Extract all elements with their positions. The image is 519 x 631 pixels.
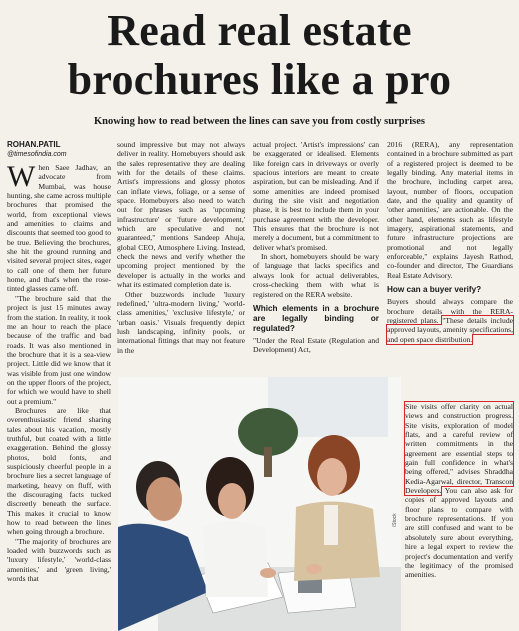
highlighted-quote: "These details include approved layouts, amenity specifications, and open space distribution.: [387, 315, 513, 344]
column-1: [7, 140, 111, 583]
people-reviewing-brochures-illustration: [118, 377, 401, 631]
paragraph: 2016 (RERA), any representation contained in a brochure submitted as part of a registered project is deemed to be legally binding. Any material items in the brochure, including carpet area, layout, number of floors, occupation date, and the quality and quantity of 'other amenities,' are actionable. On the other hand, elements such as lifestyle imagery, aspirational statements, and future infrastructure projections are promotional and not legally enforceable," explains Jayesh Rathod, co-founder and director, The Guardians Real Estate Advisory.: [387, 140, 513, 280]
paragraph: [7, 160, 111, 294]
highlighted-quote: Site visits offer clarity on actual views and construction progress. Site visits, exploration of model flats, and a careful review of written commitments in the agreement are essential steps to gain full confidence in what's being offered," advises Shraddha Kedia-Agarwal, director, Transcon Developers.: [405, 402, 513, 496]
byline-email: @timesofindia.com: [7, 151, 67, 158]
article-photo: [118, 377, 401, 631]
column-3: [253, 140, 379, 355]
paragraph: Other buzzwords include 'luxury redefined,' 'ultra-modern living,' 'world-class amenities,' 'exclusive lifestyle,' or 'urban oasis.' Visuals frequently depict lush landscaping, infinity pools, or international fittings that may not feature in the: [117, 289, 245, 355]
paragraph-text: Buyers should always compare the brochure details with the RERA-registered plans.: [387, 297, 513, 325]
photo-credit: iStock: [392, 513, 398, 527]
paragraph-text: hen Saee Jadhav, an advocate from Mumbai, was house hunting, she came across multiple brochures that promised the world, from exceptional views and amenities to claims and discounts that seemed too good to be true. Believing the brochures, she hit the ground running and visited several project sites, eager to call one of them her future home, and that's when the rose-tinted glasses came off.: [7, 163, 111, 294]
paragraph: sound impressive but may not always deliver in reality. Homebuyers should ask the sales representative they are dealing with for the details of these claims. Artist's impressions and glossy photos can inflate views, foliage, or a sense of space. Homebuyers also need to watch out for phrases such as 'upcoming infrastructure' or 'future development,' which are speculative and not guaranteed," mentions Sandeep Ahuja, global CEO, Atmosphere Living. Instead, check the news and verify whether the upcoming project mentioned by the developer is actually in the works and what its estimated completion date is.: [117, 140, 245, 290]
paragraph: "The brochure said that the project is just 15 minutes away from the station. In reality, it took me an hour to reach the place because of the traffic and bad roads. It was also mentioned in the brochure that it is a sea-view project. Little did we know that it was visible from just one window on the upper floors of the project, for which we would have to shell out a premium.": [7, 293, 111, 406]
headline-line-1: Read real estate: [107, 6, 412, 55]
byline-name: ROHAN.PATIL: [7, 140, 61, 149]
subheadline: Knowing how to read between the lines can save you from costly surprises: [94, 116, 425, 127]
paragraph: In short, homebuyers should be wary of language that lacks specifics and always look for actual deliverables, cross-checking them with what is registered on the RERA website.: [253, 252, 379, 299]
column-4: [387, 140, 513, 344]
paragraph: [387, 297, 513, 344]
headline-line-2: brochures like a pro: [67, 55, 452, 104]
paragraph: actual project. 'Artist's impressions' can be exaggerated or idealised. Elements like foreign cars in driveways or overly spacious interiors are meant to create aspiration, but can be misleading. And if some amenities are indeed promised during the site visit and negotiation phase, it is best to include them in your purchase agreement with the developer. This ensures that the brochure is not merely a document, but a commitment to deliver what's promised.: [253, 140, 379, 252]
section-heading: Which elements in a brochure are legally binding or regulated?: [253, 303, 379, 333]
drop-cap: W: [7, 160, 36, 193]
paragraph: [405, 402, 513, 580]
headline: [0, 6, 519, 104]
paragraph-text: You can also ask for copies of approved layouts and floor plans to compare with brochure representations. If you are still confused and want to be absolutely sure about everything, hire a legal expert to review the project's documentation and verify the legitimacy of the promised amenities.: [405, 486, 513, 580]
section-heading: How can a buyer verify?: [387, 285, 482, 295]
paragraph: "The majority of brochures are loaded with buzzwords such as 'luxury lifestyle,' 'world-class amenities,' and 'green living,' words that: [7, 536, 111, 584]
column-4-continued: [405, 402, 513, 580]
paragraph: "Under the Real Estate (Regulation and Development) Act,: [253, 335, 379, 355]
paragraph: Brochures are like that overenthusiastic friend sharing tales about his vacation, mostly truthful, but coated with a little exaggeration. Behind the glossy photos, bold fonts, and suspiciously cheerful people in a brochure lies a secret language of marketing, heavy on fluff, with the discouraging facts tucked discreetly beneath the surface. This makes it crucial to know how to read between the lines when going through a brochure.: [7, 405, 111, 537]
column-2: [117, 140, 245, 355]
